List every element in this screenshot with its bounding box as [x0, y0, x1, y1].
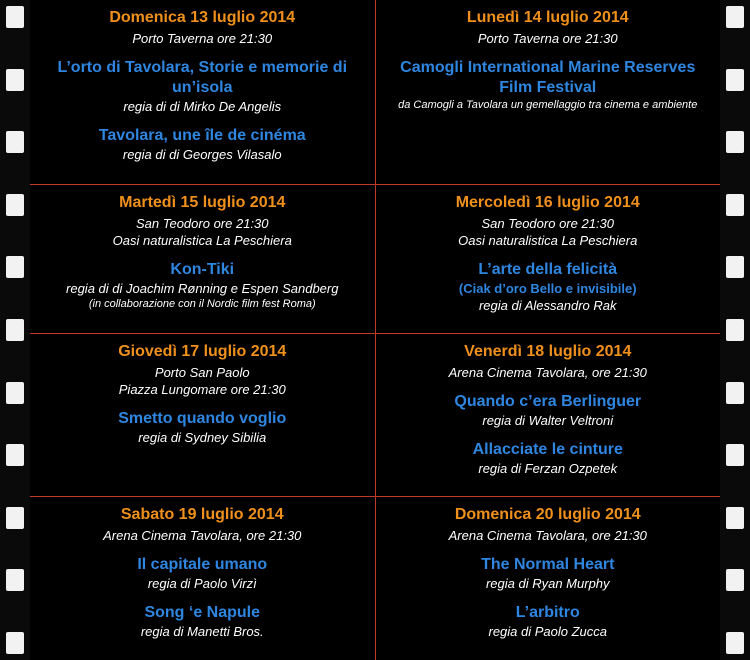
- schedule-cell: [30, 0, 375, 184]
- film-sprocket-hole: [726, 632, 744, 654]
- event-venue-secondary: Oasi naturalistica La Peschiera: [458, 232, 638, 248]
- film-title: L’orto di Tavolara, Storie e memorie di un’isola: [57, 59, 348, 96]
- schedule-cell: [30, 333, 375, 497]
- film-title: L’arbitro: [515, 604, 580, 622]
- film-entry: [382, 440, 715, 477]
- film-sprocket-hole: [6, 194, 24, 216]
- film-sprocket-hole: [6, 444, 24, 466]
- schedule-cell: [30, 497, 375, 660]
- event-venue: Arena Cinema Tavolara, ore 21:30: [448, 528, 647, 544]
- film-entry: [382, 392, 715, 429]
- film-title: Tavolara, une île de cinéma: [98, 127, 306, 144]
- film-sprocket-hole: [6, 632, 24, 654]
- film-entry: [36, 603, 369, 640]
- event-venue: Porto Taverna ore 21:30: [477, 31, 618, 46]
- film-sprocket-hole: [726, 194, 744, 216]
- film-title: Smetto quando voglio: [118, 409, 287, 427]
- film-strip-right: [720, 0, 750, 660]
- event-venue-secondary: Piazza Lungomare ore 21:30: [118, 381, 286, 397]
- schedule-cell: [375, 184, 720, 333]
- film-title: Kon-Tiki: [170, 260, 235, 278]
- film-entry: [382, 260, 715, 314]
- film-sprocket-hole: [6, 131, 24, 153]
- film-sprocket-hole: [6, 319, 24, 341]
- event-date: Domenica 20 luglio 2014: [454, 506, 641, 524]
- event-venue-secondary: Oasi naturalistica La Peschiera: [112, 232, 292, 248]
- schedule-row: [30, 0, 720, 184]
- schedule-cell: [375, 497, 720, 660]
- event-date: Venerdì 18 luglio 2014: [464, 342, 632, 360]
- event-venue: Arena Cinema Tavolara, ore 21:30: [103, 528, 302, 544]
- film-director: regia di di Georges Vilasalo: [122, 147, 282, 162]
- film-director: regia di di Joachim Rønning e Espen Sandberg: [66, 280, 339, 296]
- event-date: Martedì 15 luglio 2014: [119, 193, 286, 211]
- film-director: regia di Sydney Sibilia: [138, 429, 267, 445]
- film-entry: [382, 58, 715, 113]
- film-sprocket-hole: [6, 6, 24, 28]
- event-venue: Porto San Paolo: [154, 364, 250, 380]
- film-director: regia di Ryan Murphy: [485, 576, 610, 592]
- film-sprocket-hole: [6, 569, 24, 591]
- film-title: L’arte della felicità: [478, 260, 618, 278]
- film-title: The Normal Heart: [481, 556, 615, 574]
- film-subtitle: (Ciak d’oro Bello e invisibile): [458, 280, 637, 296]
- film-title: Allacciate le cinture: [472, 440, 623, 458]
- film-sprocket-hole: [726, 69, 744, 91]
- schedule-cell: [375, 333, 720, 497]
- film-title: Camogli International Marine Reserves Film Festival: [400, 59, 696, 96]
- film-note: da Camogli a Tavolara un gemellaggio tra cinema e ambiente: [398, 99, 698, 111]
- film-director: regia di Ferzan Ozpetek: [478, 460, 618, 476]
- film-strip-left: [0, 0, 30, 660]
- schedule-grid: [30, 0, 720, 660]
- film-director: regia di Paolo Virzì: [147, 576, 257, 592]
- schedule-cell: [30, 184, 375, 333]
- film-note: (in collaborazione con il Nordic film fest Roma): [88, 297, 316, 310]
- schedule-cell: [375, 0, 720, 184]
- film-director: regia di di Mirko De Angelis: [123, 99, 282, 114]
- event-date: Domenica 13 luglio 2014: [109, 9, 296, 26]
- film-sprocket-hole: [726, 569, 744, 591]
- film-sprocket-hole: [726, 507, 744, 529]
- film-entry: [36, 260, 369, 312]
- film-director: regia di Manetti Bros.: [140, 624, 264, 640]
- film-entry: [36, 555, 369, 592]
- schedule-row: [30, 497, 720, 660]
- film-entry: [36, 409, 369, 446]
- film-sprocket-hole: [726, 6, 744, 28]
- schedule-row: [30, 184, 720, 333]
- film-director: regia di Paolo Zucca: [488, 624, 607, 640]
- film-entry: [36, 126, 369, 163]
- film-sprocket-hole: [6, 256, 24, 278]
- event-venue: Porto Taverna ore 21:30: [132, 31, 273, 46]
- event-date: Mercoledì 16 luglio 2014: [455, 193, 640, 211]
- film-sprocket-hole: [726, 319, 744, 341]
- schedule-row: [30, 333, 720, 497]
- event-date: Giovedì 17 luglio 2014: [118, 342, 287, 360]
- film-sprocket-hole: [726, 131, 744, 153]
- event-venue: Arena Cinema Tavolara, ore 21:30: [448, 364, 647, 380]
- film-title: Song ‘e Napule: [144, 604, 261, 622]
- film-sprocket-hole: [6, 382, 24, 404]
- film-sprocket-hole: [6, 507, 24, 529]
- film-sprocket-hole: [726, 444, 744, 466]
- event-venue: San Teodoro ore 21:30: [135, 215, 269, 231]
- film-sprocket-hole: [726, 382, 744, 404]
- schedule-table: [30, 0, 720, 660]
- film-entry: [382, 603, 715, 640]
- film-title: Quando c’era Berlinguer: [454, 392, 642, 410]
- film-title: Il capitale umano: [137, 556, 268, 574]
- film-sprocket-hole: [6, 69, 24, 91]
- film-entry: [382, 555, 715, 592]
- event-date: Lunedì 14 luglio 2014: [466, 9, 629, 26]
- event-date: Sabato 19 luglio 2014: [120, 506, 284, 524]
- film-director: regia di Walter Veltroni: [482, 412, 614, 428]
- film-director: regia di Alessandro Rak: [478, 297, 617, 313]
- film-sprocket-hole: [726, 256, 744, 278]
- film-entry: [36, 58, 369, 115]
- event-venue: San Teodoro ore 21:30: [481, 215, 614, 231]
